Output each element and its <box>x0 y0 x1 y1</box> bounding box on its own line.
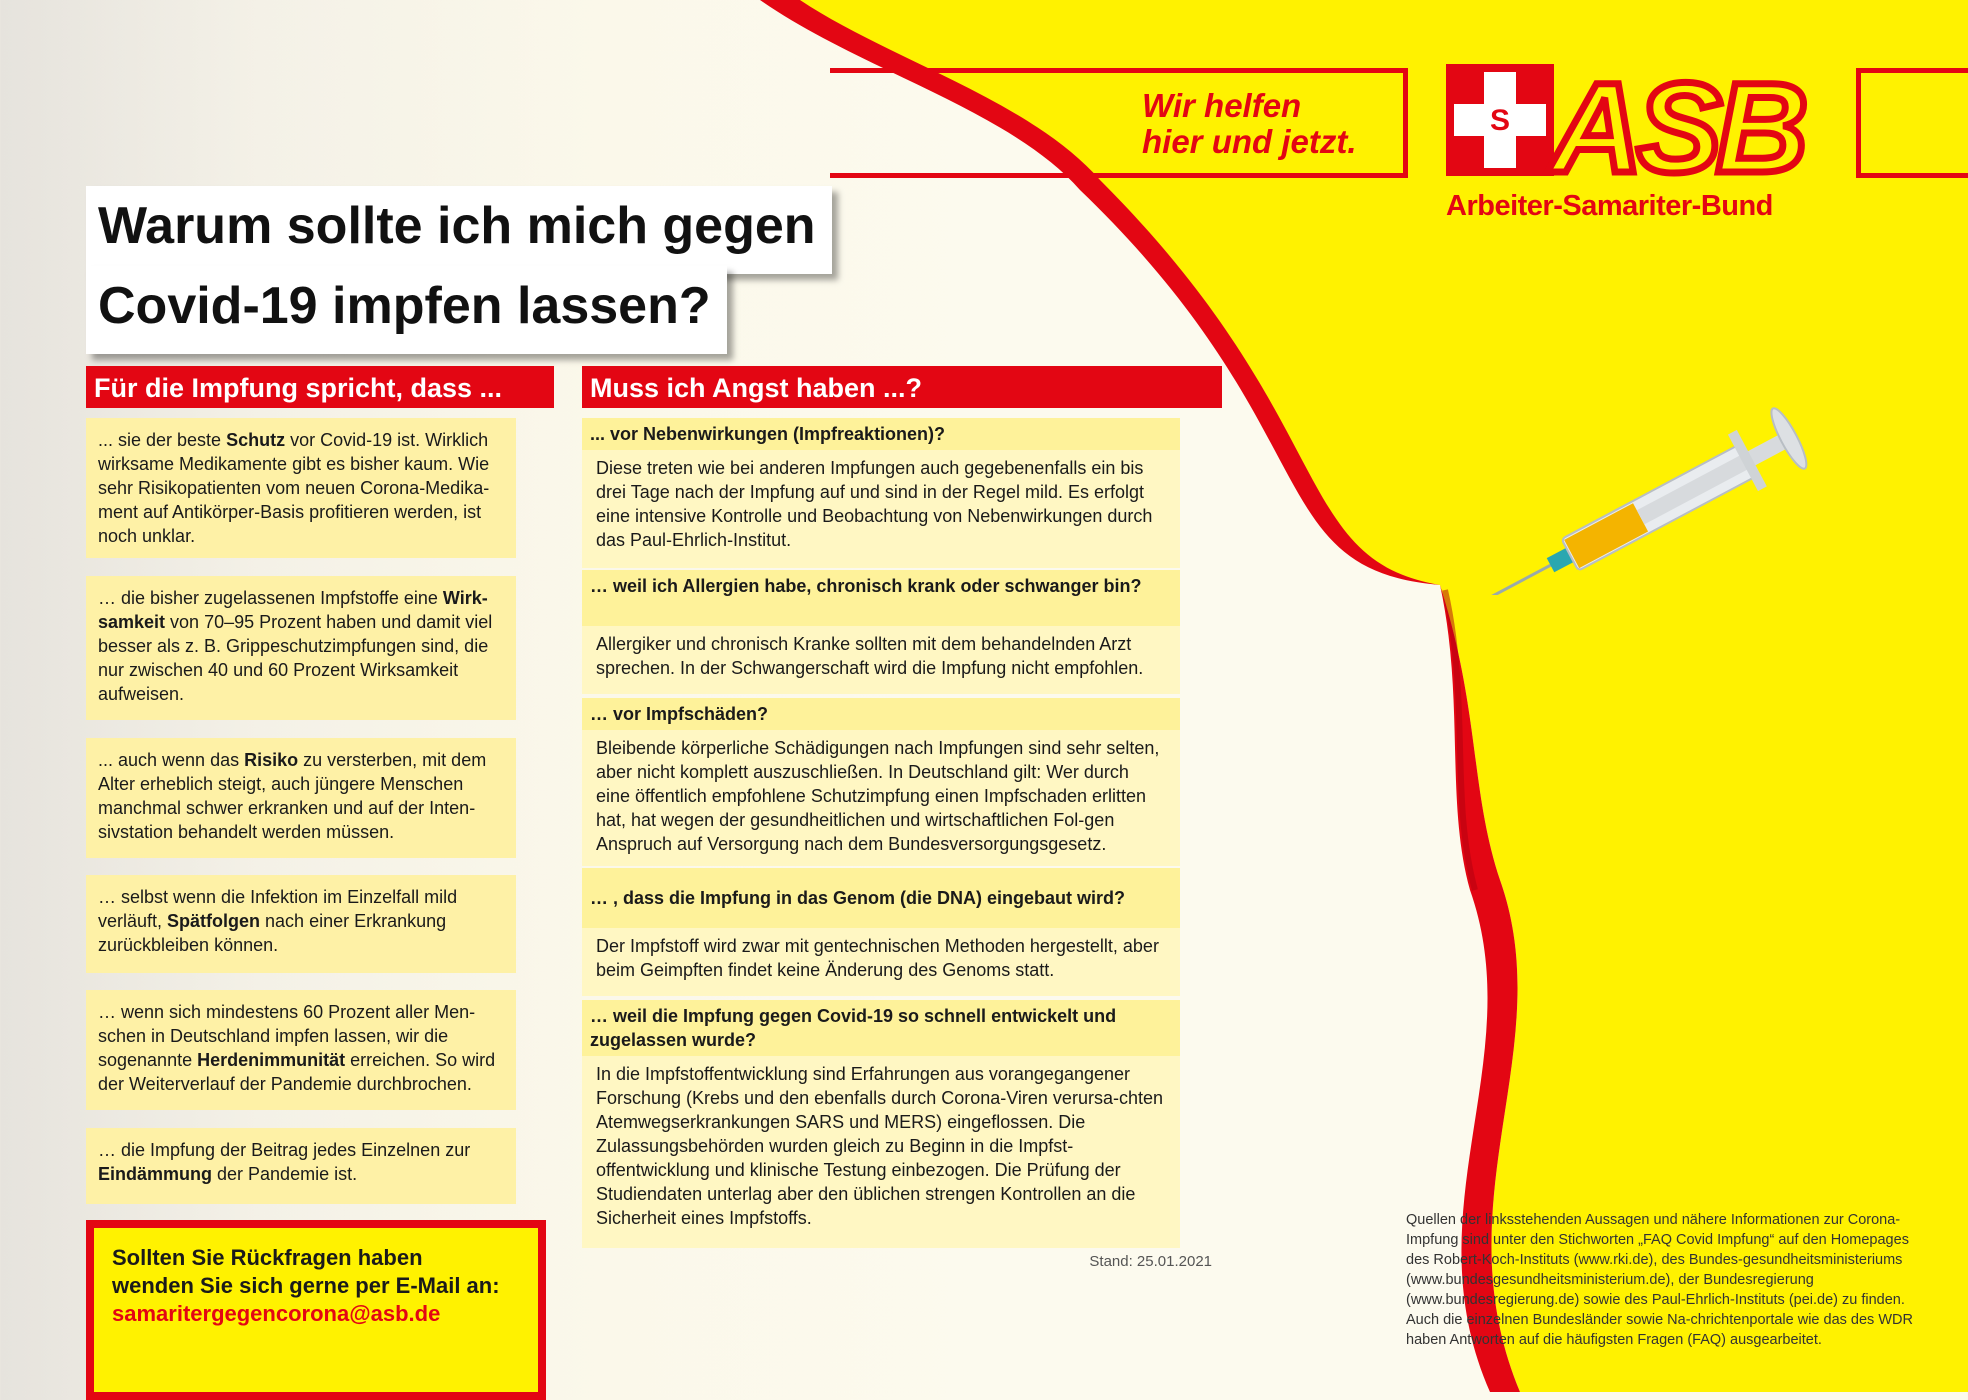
syringe-liquid <box>1564 503 1648 568</box>
faq-question: … , dass die Impfung in das Genom (die DNA) eingebaut wird? <box>582 868 1180 928</box>
page-title-line-1: Warum sollte ich mich gegen <box>86 186 832 274</box>
logo-frame-right <box>1856 68 1968 178</box>
right-column-header: Muss ich Angst haben ...? <box>582 366 1222 408</box>
contact-email-link[interactable]: samaritergegencorona@asb.de <box>112 1301 441 1326</box>
faq-question: … weil ich Allergien habe, chronisch krank oder schwanger bin? <box>582 570 1180 626</box>
faq-question: … vor Impfschäden? <box>582 698 1180 730</box>
faq-answer: Bleibende körperliche Schädigungen nach Impfungen sind sehr selten, aber nicht komplett auszuschließen. In Deutschland gilt: Wer durch eine öffentlich empfohlene Schutzimpfung einen Impfschaden erlitten hat, hat wegen der gesundheitlichen und wirtschaftlichen Fol-gen Anspruch auf Versorgung nach dem Bundesversorgungsgesetz. <box>582 730 1180 866</box>
organization-name: Arbeiter-Samariter-Bund <box>1446 190 1773 222</box>
reason-item: … wenn sich mindestens 60 Prozent aller Men-schen in Deutschland impfen lassen, wir die sogenannte Herdenimmunität erreichen. So wird der Weiterverlauf der Pandemie durchbrochen. <box>86 990 516 1110</box>
asb-logo <box>1446 64 1826 182</box>
faq-answer: Allergiker und chronisch Kranke sollten mit dem behandelnden Arzt sprechen. In der Schwangerschaft wird die Impfung nicht empfohlen. <box>582 626 1180 694</box>
logo-mark: ASB <box>1550 64 1803 182</box>
reason-item: ... sie der beste Schutz vor Covid-19 ist. Wirklich wirksame Medikamente gibt es bisher kaum. Wie sehr Risikopatienten vom neuen Corona-Medika-ment auf Antikörper-Basis profitieren werden, ist noch unklar. <box>86 418 516 558</box>
reason-item: ... auch wenn das Risiko zu versterben, mit dem Alter erheblich steigt, auch jüngere Menschen manchmal schwer erkranken und auf der Inten-sivstation behandelt werden müssen. <box>86 738 516 858</box>
faq-question: … weil die Impfung gegen Covid-19 so schnell entwickelt und zugelassen wurde? <box>582 1000 1180 1056</box>
faq-answer: Der Impfstoff wird zwar mit gentechnischen Methoden hergestellt, aber beim Geimpften findet keine Änderung des Genoms statt. <box>582 928 1180 996</box>
reason-item: … die bisher zugelassenen Impfstoffe eine Wirk-samkeit von 70–95 Prozent haben und damit viel besser als z. B. Grippeschutzimpfungen sind, die nur zwischen 40 und 60 Prozent Wirksamkeit aufweisen. <box>86 576 516 720</box>
faq-answer: In die Impfstoffentwicklung sind Erfahrungen aus vorangegangener Forschung (Krebs und den ebenfalls durch Corona-Viren verursa-chten Atemwegserkrankungen SARS und MERS) eingeflossen. Die Zulassungsbehörden wurden gleich zu Beginn in die Impfst-offentwicklung und klinische Testung einbezogen. Die Prüfung der Studiendaten unterlag aber den üblichen strengen Kontrollen an die Sicherheit eines Impfstoffs. <box>582 1056 1180 1248</box>
contact-line-2: wenden Sie sich gerne per E-Mail an: <box>112 1273 500 1298</box>
date-stamp: Stand: 25.01.2021 <box>1089 1253 1212 1270</box>
logo-cross-s: S <box>1489 104 1511 137</box>
reason-item: … selbst wenn die Infektion im Einzelfall mild verläuft, Spätfolgen nach einer Erkrankung zurückbleiben können. <box>86 875 516 973</box>
faq-answer: Diese treten wie bei anderen Impfungen auch gegebenenfalls ein bis drei Tage nach der Impfung auf und sind in der Regel mild. Es erfolgt eine intensive Kontrolle und Beobachtung von Nebenwirkungen durch das Paul-Ehrlich-Institut. <box>582 450 1180 568</box>
left-column-header: Für die Impfung spricht, dass ... <box>86 366 554 408</box>
reason-item: … die Impfung der Beitrag jedes Einzelnen zur Eindämmung der Pandemie ist. <box>86 1128 516 1204</box>
syringe-illustration <box>1470 385 1850 595</box>
syringe-needle <box>1490 564 1552 595</box>
sources-note: Quellen der linksstehenden Aussagen und nähere Informationen zur Corona-Impfung sind unter den Stichworten „FAQ Covid Impfung“ auf den Homepages des Robert-Koch-Instituts (www.rki.de), des Bundes-gesundheitsministeriums (www.bundesgesundheitsministerium.de), der Bundesregierung (www.bundesregierung.de) sowie des Paul-Ehrlich-Instituts (pei.de) zu finden. Auch die einzelnen Bundesländer sowie Na-chrichtenportale wie das des WDR haben Antworten auf die häufigsten Fragen (FAQ) ausgearbeitet. <box>1406 1212 1913 1348</box>
contact-line-1: Sollten Sie Rückfragen haben <box>112 1245 423 1270</box>
page-title-line-2: Covid-19 impfen lassen? <box>86 266 727 354</box>
slogan: Wir helfen hier und jetzt. <box>1142 87 1357 160</box>
faq-question: ... vor Nebenwirkungen (Impfreaktionen)? <box>582 418 1180 450</box>
contact-box <box>86 1220 546 1400</box>
